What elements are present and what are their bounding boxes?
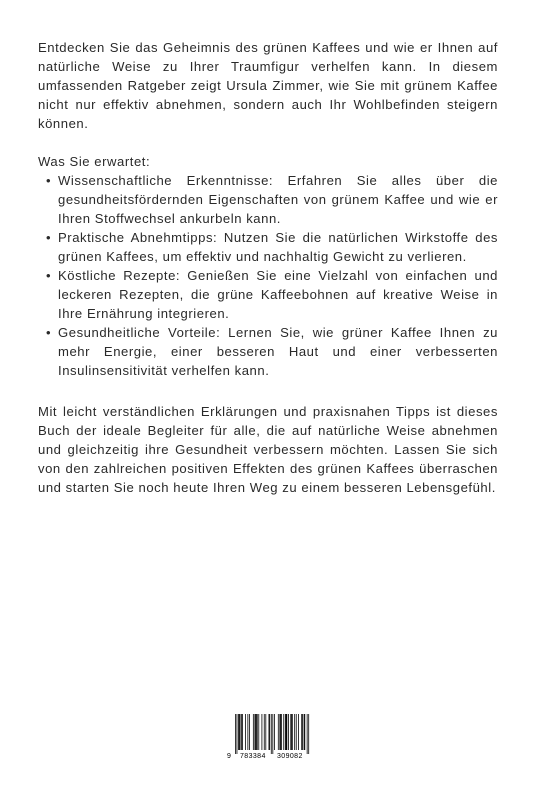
list-item: [38, 266, 498, 323]
barcode-bar: [290, 714, 291, 750]
barcode-bar: [255, 714, 256, 750]
barcode-bar: [245, 714, 246, 750]
barcode-bar: [272, 714, 273, 754]
list-item-text: Köstliche Rezepte: Genießen Sie eine Vielzahl von einfachen und leckeren Rezepten, die grüne Kaffeebohnen auf kreative Weise in Ihre Ernährung integrieren.: [58, 268, 498, 321]
barcode-bar: [278, 714, 279, 750]
barcode-bar: [269, 714, 270, 750]
feature-list: [38, 171, 498, 380]
barcode-bar: [286, 714, 287, 750]
list-heading: Was Sie erwartet:: [38, 154, 151, 169]
barcode-bar: [296, 714, 297, 750]
barcode-bar: [292, 714, 293, 750]
barcode-right-group: 309082: [277, 753, 303, 760]
barcode-digits: [227, 752, 313, 762]
bullet-icon: •: [46, 173, 52, 188]
list-item: [38, 171, 498, 228]
list-item: [38, 228, 498, 266]
barcode-bar: [274, 714, 275, 750]
list-item-text: Wissenschaftliche Erkenntnisse: Erfahren Sie alles über die gesundheitsfördernden Eigenschaften von grünem Kaffee und wie er Ihren Stoffwechsel ankurbeln kann.: [58, 173, 498, 226]
barcode-bar: [279, 714, 280, 750]
barcode-bar: [271, 714, 272, 754]
barcode-bar: [262, 714, 263, 750]
barcode-bar: [283, 714, 284, 750]
barcode-bar: [258, 714, 259, 750]
barcode-bar: [294, 714, 295, 750]
barcode-bar: [257, 714, 258, 750]
bullet-icon: •: [46, 325, 52, 340]
barcode-bar: [285, 714, 286, 750]
barcode-bar: [304, 714, 305, 750]
barcode-bar: [265, 714, 266, 750]
barcode-bar: [298, 714, 299, 750]
barcode-bar: [307, 714, 308, 754]
list-item: [38, 323, 498, 380]
list-item-text: Gesundheitliche Vorteile: Lernen Sie, wie grüner Kaffee Ihnen zu mehr Energie, einer besseren Haut und einer verbesserten Insulinsensitivität verhelfen kann.: [58, 325, 498, 378]
barcode-bar: [249, 714, 250, 750]
intro-paragraph: Entdecken Sie das Geheimnis des grünen Kaffees und wie er Ihnen auf natürliche Weise zu Ihrer Traumfigur verhelfen kann. In diesem umfassenden Ratgeber zeigt Ursula Zimmer, wie Sie mit grünem Kaffee nicht nur effektiv abnehmen, sondern auch Ihr Wohlbefinden steigern können.: [38, 40, 498, 131]
barcode-bar: [241, 714, 242, 750]
barcode-prefix-digit: 9: [227, 753, 232, 760]
barcode-bar: [308, 714, 309, 754]
barcode-bar: [291, 714, 292, 750]
barcode-bar: [235, 714, 236, 754]
barcode-bar: [281, 714, 282, 750]
barcode-bar: [269, 714, 270, 750]
barcode-bar: [253, 714, 254, 750]
barcode-bar: [304, 714, 305, 750]
barcode-bar: [247, 714, 248, 750]
isbn-barcode: [227, 712, 313, 762]
barcode-bar: [256, 714, 257, 750]
barcode-bar: [238, 714, 239, 750]
barcode-bar: [301, 714, 302, 750]
barcode-bar: [280, 714, 281, 750]
closing-paragraph: Mit leicht verständlichen Erklärungen und praxisnahen Tipps ist dieses Buch der ideale Begleiter für alle, die auf natürliche Weise abnehmen und gleichzeitig ihre Gesundheit verbessern möchten. Lassen Sie sich von den zahlreichen positiven Effekten des grünen Kaffees überraschen und starten Sie noch heute Ihren Weg zu einem besseren Lebensgefühl.: [38, 404, 498, 495]
barcode-bar: [239, 714, 240, 750]
list-item-text: Praktische Abnehmtipps: Nutzen Sie die natürlichen Wirkstoffe des grünen Kaffees, um effektiv und nachhaltig Gewicht zu verlieren.: [58, 230, 498, 264]
bullet-icon: •: [46, 230, 52, 245]
barcode-bar: [288, 714, 289, 750]
back-cover-text: [38, 38, 498, 497]
barcode-bar: [302, 714, 303, 750]
barcode-bar: [255, 714, 256, 750]
barcode-bar: [264, 714, 265, 750]
barcode-bar: [242, 714, 243, 750]
bullet-icon: •: [46, 268, 52, 283]
barcode-bar: [286, 714, 287, 750]
barcode-left-group: 783384: [240, 753, 266, 760]
barcode-icon: [227, 712, 313, 754]
barcode-bar: [240, 714, 241, 750]
barcode-bar: [237, 714, 238, 754]
